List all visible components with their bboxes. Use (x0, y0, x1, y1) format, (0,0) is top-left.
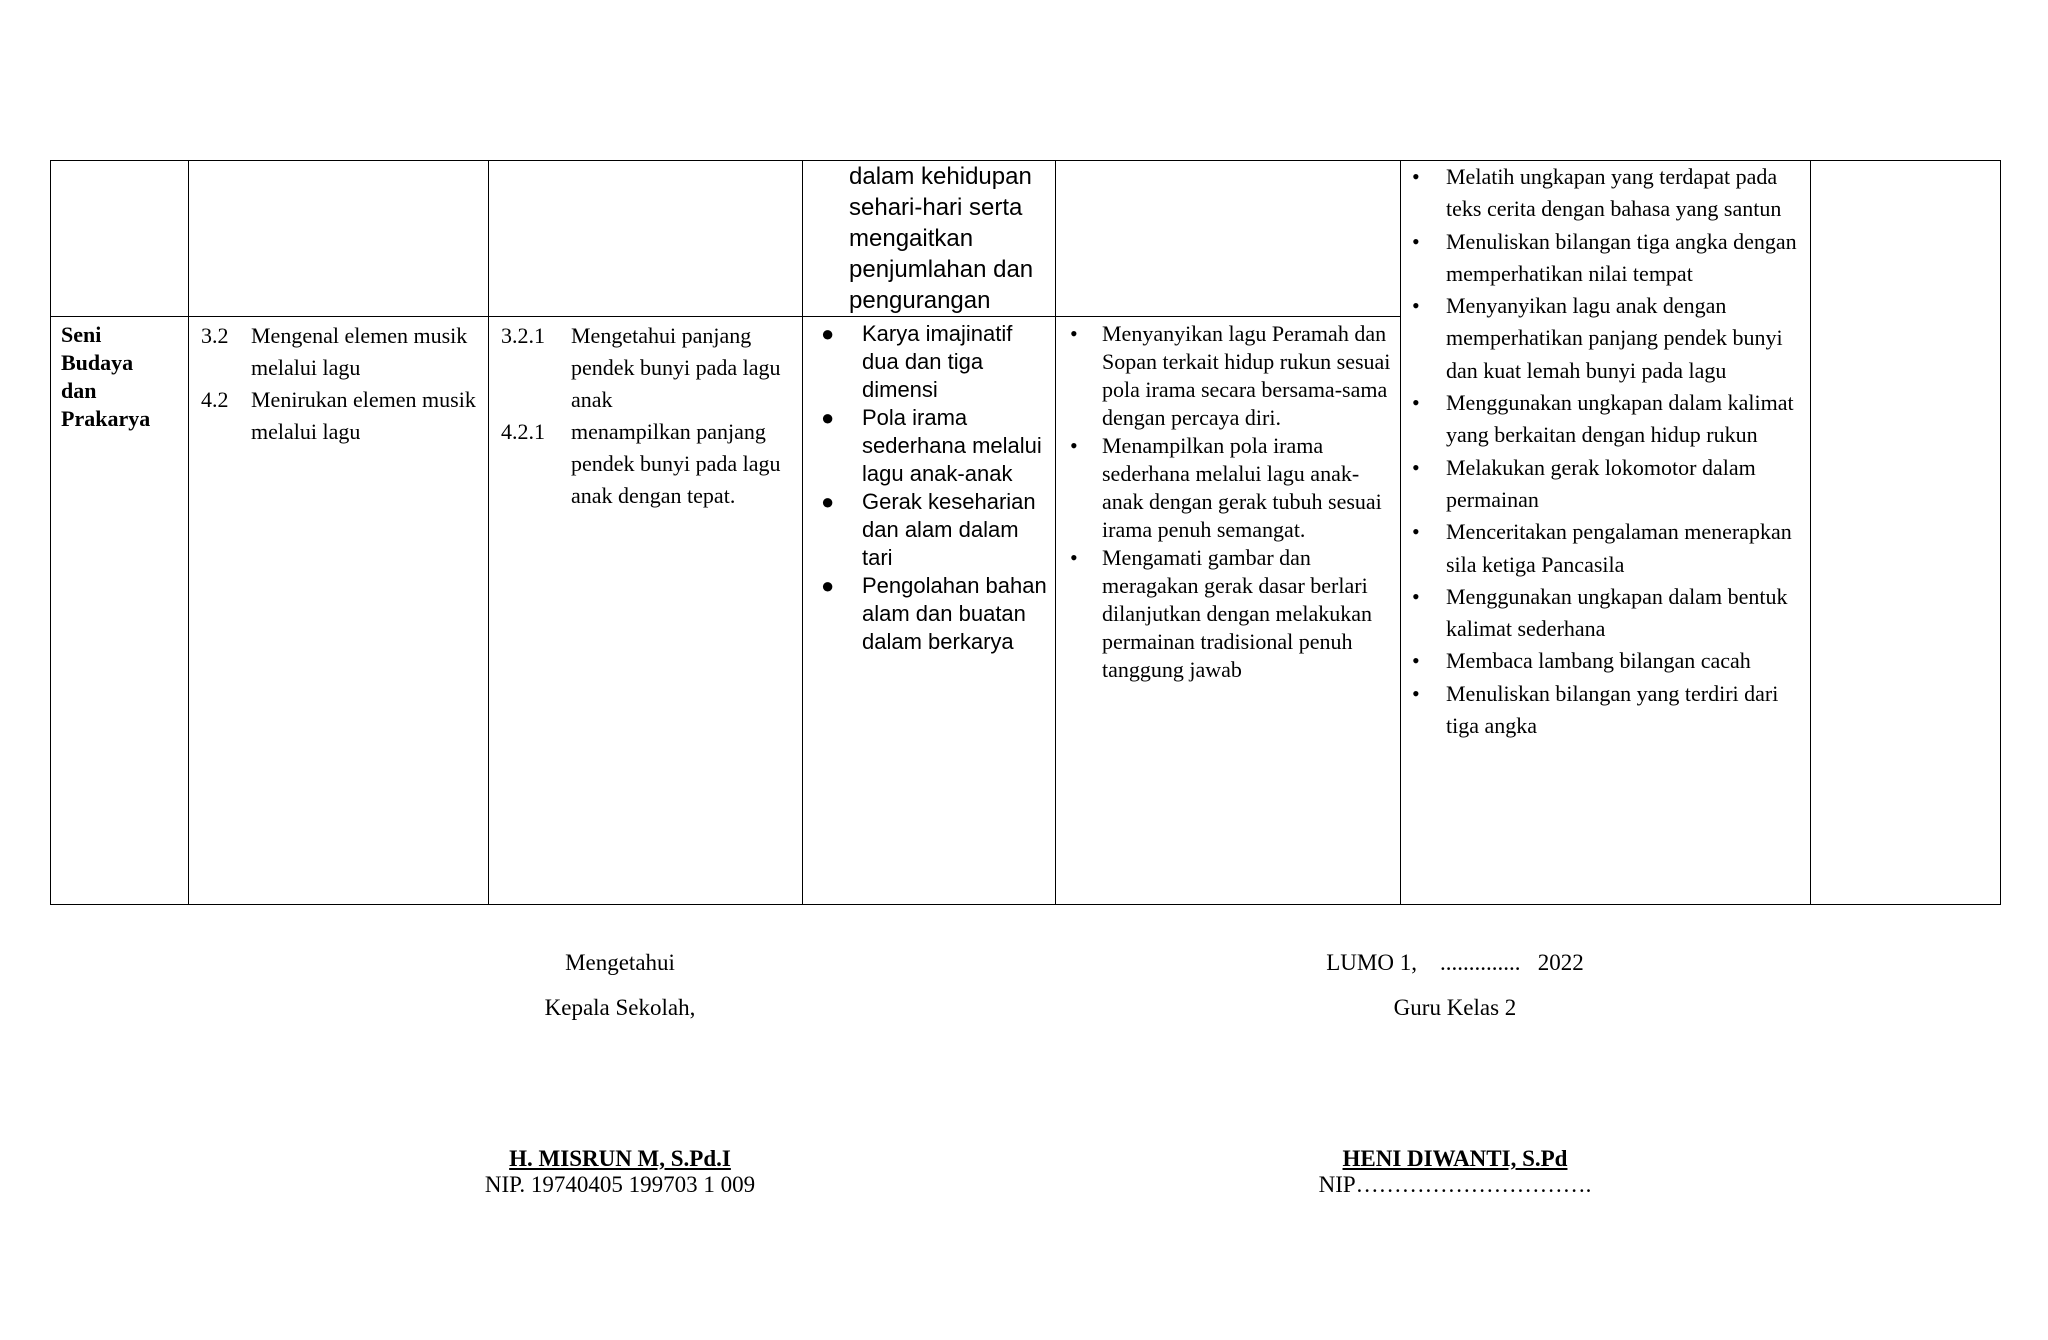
text-line: penjumlahan dan (849, 256, 1034, 283)
indikator-numbered-list (489, 317, 802, 512)
lesson-plan-table (50, 160, 2001, 905)
bullet-icon: ● (821, 321, 835, 346)
kegiatan-cell (1056, 317, 1401, 905)
principal-name: H. MISRUN M, S.Pd.I (509, 1146, 731, 1171)
indikator-list (1401, 161, 1810, 742)
text-line: dalam kehidupan (849, 163, 1032, 190)
bullet-icon: ● (821, 405, 835, 430)
signature-left (440, 950, 800, 1198)
list-item: • Menuliskan bilangan yang terdiri dari tiga angka (1401, 678, 1804, 743)
bullet-icon: • (1412, 164, 1420, 189)
teacher-title: Guru Kelas 2 (1393, 995, 1517, 1020)
text-line: pengurangan (849, 287, 991, 314)
indikator-cell (489, 317, 803, 905)
text-line: sehari-hari serta (849, 194, 1023, 221)
list-item: • Menyanyikan lagu Peramah dan Sopan terkait hidup rukun sesuai pola irama secara bersama-sama dengan percaya diri. (1070, 321, 1391, 430)
kegiatan-list (1056, 317, 1400, 684)
list-item: ● Pengolahan bahan alam dan buatan dalam berkarya (821, 573, 1047, 654)
kompetensi-dasar-cell (189, 317, 489, 905)
subject-name: Seni Budaya dan Prakarya (61, 322, 151, 431)
bullet-icon: • (1070, 321, 1078, 346)
list-item: • Menampilkan pola irama sederhana melalui lagu anak-anak dengan gerak tubuh sesuai irama penuh semangat. (1070, 433, 1382, 542)
list-item: • Menggunakan ungkapan dalam bentuk kalimat sederhana (1401, 581, 1804, 646)
teacher-name: HENI DIWANTI, S.Pd (1342, 1146, 1568, 1171)
bullet-icon: • (1412, 583, 1420, 609)
bullet-icon: • (1412, 454, 1420, 480)
list-item: • Mengamati gambar dan meragakan gerak dasar berlari dilanjutkan dengan melakukan permainan tradisional penuh tanggung jawab (1070, 545, 1373, 682)
bullet-icon: ● (821, 489, 835, 514)
list-item: • Menceritakan pengalaman menerapkan sila ketiga Pancasila (1401, 516, 1804, 581)
table-cell (1056, 161, 1401, 317)
bullet-icon: ● (821, 573, 835, 598)
subject-cell (51, 317, 189, 905)
indikator-merged-cell (1401, 161, 1811, 905)
table-cell (489, 161, 803, 317)
list-item: • Menggunakan ungkapan dalam kalimat yang berkaitan dengan hidup rukun (1401, 387, 1804, 452)
bullet-icon: • (1412, 293, 1420, 319)
list-item: 4.2 Menirukan elemen musik melalui lagu (201, 387, 476, 444)
table-cell (189, 161, 489, 317)
bullet-icon: • (1412, 228, 1420, 254)
bullet-icon: • (1070, 545, 1078, 570)
list-item: 3.2 Mengenal elemen musik melalui lagu (201, 323, 468, 380)
list-item: • Melakukan gerak lokomotor dalam permainan (1401, 452, 1804, 517)
teacher-nip: NIP…………………………. (1318, 1172, 1592, 1197)
list-item: • Membaca lambang bilangan cacah (1401, 645, 1804, 677)
list-item: 4.2.1 menampilkan panjang pendek bunyi pada lagu anak dengan tepat. (501, 419, 781, 508)
bullet-icon: • (1070, 433, 1078, 458)
list-item: • Menuliskan bilangan tiga angka dengan memperhatikan nilai tempat (1401, 226, 1804, 291)
place-date: LUMO 1, .............. 2022 (1326, 950, 1584, 975)
text-line: mengaitkan (849, 225, 974, 252)
list-item: • Melatih ungkapan yang terdapat pada teks cerita dengan bahasa yang santun (1401, 161, 1804, 226)
list-item: 3.2.1 Mengetahui panjang pendek bunyi pada lagu anak (501, 323, 781, 412)
table-row (51, 161, 2001, 317)
signature-right (1255, 950, 1655, 1198)
bullet-icon: • (1412, 390, 1420, 416)
bullet-icon: • (1412, 519, 1420, 545)
principal-title: Kepala Sekolah, (544, 995, 696, 1020)
list-item: ● Pola irama sederhana melalui lagu anak-anak (821, 405, 1042, 486)
table-cell (1811, 161, 2001, 905)
bullet-icon: • (1412, 680, 1420, 706)
materi-list (803, 317, 1055, 656)
list-item: ● Gerak keseharian dan alam dalam tari (821, 489, 1036, 570)
bullet-icon: • (1412, 648, 1420, 674)
list-item: • Menyanyikan lagu anak dengan memperhatikan panjang pendek bunyi dan kuat lemah bunyi pada lagu (1401, 290, 1804, 387)
list-item: ● Karya imajinatif dua dan tiga dimensi (821, 321, 1013, 402)
materi-continued-cell (803, 161, 1056, 317)
table-cell (51, 161, 189, 317)
principal-nip: NIP. 19740405 199703 1 009 (484, 1172, 756, 1197)
materi-continued-text (803, 161, 1055, 316)
kompetensi-dasar-list (189, 317, 488, 448)
materi-cell (803, 317, 1056, 905)
acknowledgement-label: Mengetahui (565, 950, 675, 975)
